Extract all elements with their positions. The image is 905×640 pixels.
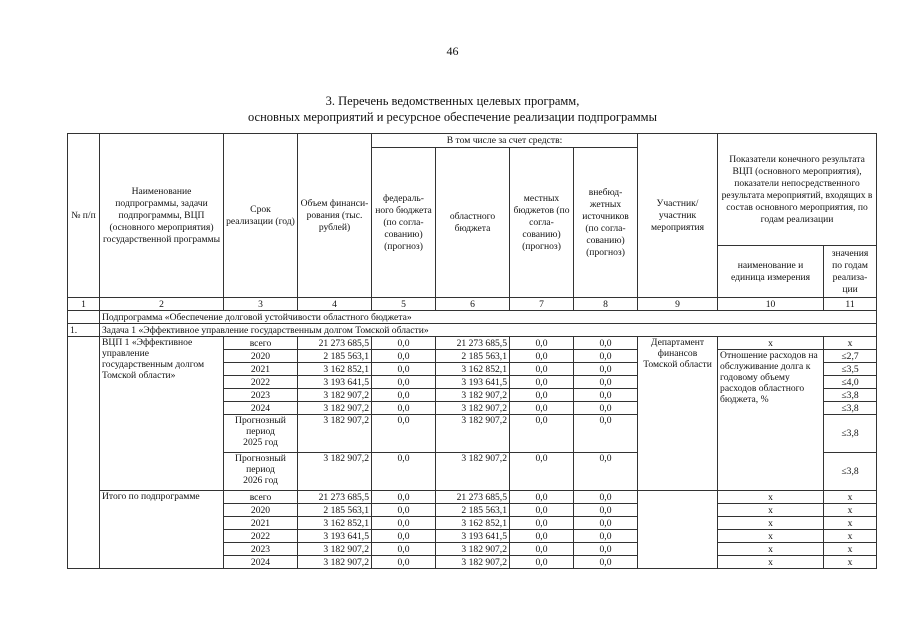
cell-extra: 0,0 [574, 530, 638, 543]
task-row [68, 324, 877, 337]
cell-indicator-value: x [824, 556, 877, 569]
cell-regional: 3 193 641,5 [436, 376, 510, 389]
col-num: 8 [574, 298, 638, 311]
cell-extra: 0,0 [574, 350, 638, 363]
cell-volume: 3 182 907,2 [298, 389, 372, 402]
cell-volume: 2 185 563,1 [298, 350, 372, 363]
table-row [68, 491, 877, 504]
cell-indicator-value: x [824, 543, 877, 556]
cell-period: 2022 [224, 376, 298, 389]
cell-federal: 0,0 [372, 415, 436, 453]
cell-regional: 3 162 852,1 [436, 363, 510, 376]
column-numbers-row [68, 298, 877, 311]
cell-local: 0,0 [510, 453, 574, 491]
cell-indicator-name: x [718, 530, 824, 543]
cell-period: всего [224, 491, 298, 504]
table-row [68, 337, 877, 350]
cell-regional: 3 193 641,5 [436, 530, 510, 543]
cell-local: 0,0 [510, 415, 574, 453]
cell-volume: 2 185 563,1 [298, 504, 372, 517]
cell-volume: 3 193 641,5 [298, 530, 372, 543]
cell-regional: 3 182 907,2 [436, 389, 510, 402]
header-period: Срок реализации (год) [224, 134, 298, 298]
header-participant: Участник/ участник мероприятия [638, 134, 718, 298]
cell-regional: 2 185 563,1 [436, 350, 510, 363]
cell-indicator-name: x [718, 556, 824, 569]
col-num: 6 [436, 298, 510, 311]
cell-period-forecast: Прогнозный период 2026 год [224, 453, 298, 491]
cell-federal: 0,0 [372, 517, 436, 530]
cell-volume: 3 182 907,2 [298, 402, 372, 415]
cell-extra: 0,0 [574, 402, 638, 415]
cell-indicator-value: x [824, 337, 877, 350]
cell-indicator-value: ≤3,5 [824, 363, 877, 376]
col-num: 1 [68, 298, 100, 311]
header-name: Наименование подпрограммы, задачи подпрограммы, ВЦП (основного мероприятия) государственной программы [100, 134, 224, 298]
cell-indicator-value: ≤3,8 [824, 389, 877, 402]
cell-regional: 3 162 852,1 [436, 517, 510, 530]
cell-volume: 3 162 852,1 [298, 363, 372, 376]
cell-volume: 3 182 907,2 [298, 543, 372, 556]
cell-volume: 3 193 641,5 [298, 376, 372, 389]
cell-regional: 2 185 563,1 [436, 504, 510, 517]
cell-period: 2024 [224, 556, 298, 569]
col-num: 10 [718, 298, 824, 311]
cell-volume: 21 273 685,5 [298, 491, 372, 504]
col-num: 11 [824, 298, 877, 311]
cell-federal: 0,0 [372, 504, 436, 517]
cell-local: 0,0 [510, 350, 574, 363]
cell-indicator-value: x [824, 491, 877, 504]
cell-period: 2021 [224, 363, 298, 376]
title-line-1: 3. Перечень ведомственных целевых программ, [325, 94, 580, 108]
cell-regional: 3 182 907,2 [436, 453, 510, 491]
subprogram-row [68, 311, 877, 324]
cell-indicator-value: ≤4,0 [824, 376, 877, 389]
cell-extra: 0,0 [574, 337, 638, 350]
cell-local: 0,0 [510, 376, 574, 389]
vcp-name: ВЦП 1 «Эффективное управление государственным долгом Томской области» [100, 337, 224, 491]
cell-period: 2024 [224, 402, 298, 415]
cell-federal: 0,0 [372, 376, 436, 389]
cell-local: 0,0 [510, 530, 574, 543]
header-including: В том числе за счет средств: [372, 134, 638, 148]
cell-extra: 0,0 [574, 556, 638, 569]
cell-volume: 3 182 907,2 [298, 556, 372, 569]
cell-volume: 21 273 685,5 [298, 337, 372, 350]
cell-local: 0,0 [510, 556, 574, 569]
cell-regional: 3 182 907,2 [436, 556, 510, 569]
cell-extra: 0,0 [574, 517, 638, 530]
cell-federal: 0,0 [372, 350, 436, 363]
cell-federal: 0,0 [372, 402, 436, 415]
cell-indicator-name: x [718, 504, 824, 517]
cell-local: 0,0 [510, 504, 574, 517]
vcp-participant: Департамент финансов Томской области [638, 337, 718, 491]
cell-indicator-value: ≤3,8 [824, 402, 877, 415]
cell-local: 0,0 [510, 337, 574, 350]
cell-indicator-name: x [718, 517, 824, 530]
page-number: 46 [446, 44, 459, 58]
cell-indicator-value: ≤3,8 [824, 415, 877, 453]
cell-period: 2020 [224, 504, 298, 517]
vcp-indicator-name: Отношение расходов на обслуживание долга к годовому объему расходов областного бюджета, % [718, 350, 824, 491]
cell-period: 2023 [224, 389, 298, 402]
cell-indicator-value: x [824, 517, 877, 530]
cell-extra: 0,0 [574, 376, 638, 389]
cell-federal: 0,0 [372, 556, 436, 569]
cell-period: 2022 [224, 530, 298, 543]
cell-regional: 3 182 907,2 [436, 543, 510, 556]
header-indicator-name: наименование и единица измерения [718, 246, 824, 298]
header-regional: областного бюджета [436, 148, 510, 298]
cell-federal: 0,0 [372, 363, 436, 376]
header-indicator-values: значения по годам реализа-ции [824, 246, 877, 298]
col-num: 5 [372, 298, 436, 311]
cell-regional: 3 182 907,2 [436, 402, 510, 415]
header-indicators: Показатели конечного результата ВЦП (основного мероприятия), показатели непосредственного результата мероприятий, входящих в состав основного мероприятия, по годам реализации [718, 134, 877, 246]
header-extra: внебюд-жетных источников (по согла-сованию) (прогноз) [574, 148, 638, 298]
col-num: 4 [298, 298, 372, 311]
task-title: Задача 1 «Эффективное управление государственным долгом Томской области» [100, 324, 877, 337]
cell-regional: 21 273 685,5 [436, 491, 510, 504]
cell-indicator-value: x [824, 504, 877, 517]
cell-extra: 0,0 [574, 543, 638, 556]
title-line-2: основных мероприятий и ресурсное обеспечение реализации подпрограммы [248, 110, 657, 124]
cell-federal: 0,0 [372, 491, 436, 504]
total-name: Итого по подпрограмме [100, 491, 224, 569]
task-number: 1. [68, 324, 100, 337]
col-num: 3 [224, 298, 298, 311]
cell-period-forecast: Прогнозный период 2025 год [224, 415, 298, 453]
cell-regional: 21 273 685,5 [436, 337, 510, 350]
cell-indicator-value: x [824, 530, 877, 543]
header-volume: Объем финанси-рования (тыс. рублей) [298, 134, 372, 298]
cell-extra: 0,0 [574, 504, 638, 517]
header-federal: федераль-ного бюджета (по согла-сованию) (прогноз) [372, 148, 436, 298]
cell-indicator-name: x [718, 337, 824, 350]
cell-period: всего [224, 337, 298, 350]
cell-extra: 0,0 [574, 415, 638, 453]
cell-extra: 0,0 [574, 453, 638, 491]
cell-period: 2023 [224, 543, 298, 556]
cell-indicator-value: ≤2,7 [824, 350, 877, 363]
cell-local: 0,0 [510, 389, 574, 402]
subprogram-title: Подпрограмма «Обеспечение долговой устойчивости областного бюджета» [100, 311, 877, 324]
cell-indicator-name: x [718, 543, 824, 556]
col-num: 9 [638, 298, 718, 311]
cell-local: 0,0 [510, 517, 574, 530]
cell-federal: 0,0 [372, 337, 436, 350]
cell-federal: 0,0 [372, 389, 436, 402]
cell-federal: 0,0 [372, 543, 436, 556]
header-num: № п/п [68, 134, 100, 298]
cell-regional: 3 182 907,2 [436, 415, 510, 453]
cell-period: 2021 [224, 517, 298, 530]
cell-indicator-name: x [718, 491, 824, 504]
cell-local: 0,0 [510, 402, 574, 415]
cell-volume: 3 182 907,2 [298, 453, 372, 491]
header-local: местных бюджетов (по согла-сованию) (прогноз) [510, 148, 574, 298]
cell-extra: 0,0 [574, 491, 638, 504]
cell-period: 2020 [224, 350, 298, 363]
cell-volume: 3 162 852,1 [298, 517, 372, 530]
cell-local: 0,0 [510, 491, 574, 504]
cell-federal: 0,0 [372, 530, 436, 543]
cell-federal: 0,0 [372, 453, 436, 491]
col-num: 2 [100, 298, 224, 311]
cell-extra: 0,0 [574, 363, 638, 376]
page-title [0, 93, 905, 125]
program-table [67, 133, 877, 569]
cell-volume: 3 182 907,2 [298, 415, 372, 453]
col-num: 7 [510, 298, 574, 311]
cell-extra: 0,0 [574, 389, 638, 402]
cell-indicator-value: ≤3,8 [824, 453, 877, 491]
cell-local: 0,0 [510, 363, 574, 376]
cell-local: 0,0 [510, 543, 574, 556]
